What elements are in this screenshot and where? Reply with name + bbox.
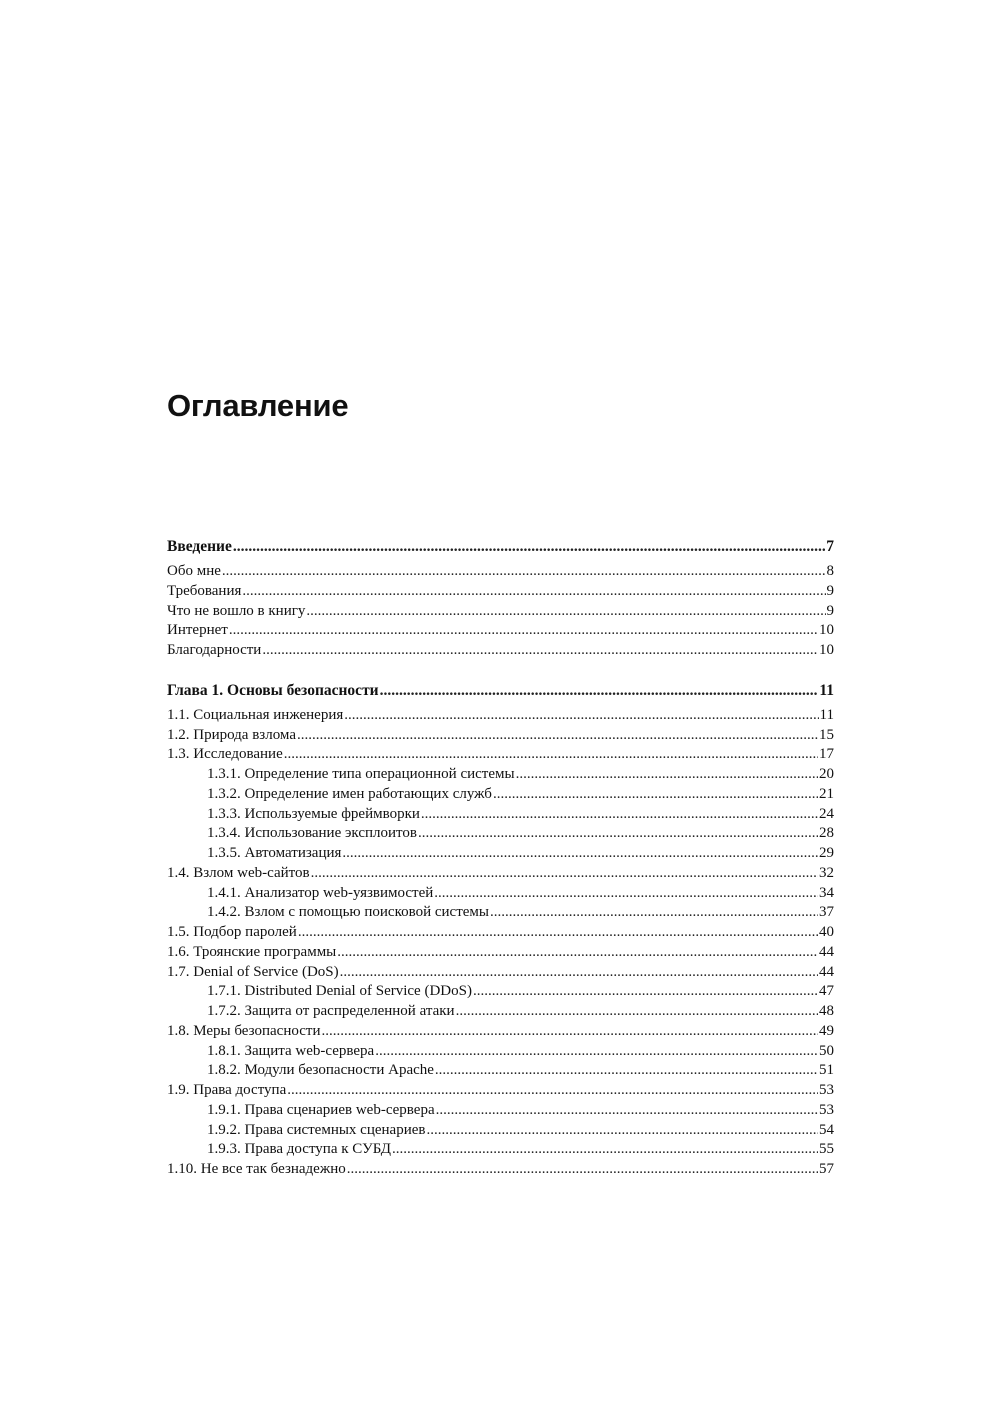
dot-leader [473, 982, 818, 1002]
toc-entry[interactable] [167, 1002, 834, 1022]
toc-entry-label: 1.7. Denial of Service (DoS) [167, 963, 339, 980]
toc-entry-label: 1.10. Не все так безнадежно [167, 1161, 346, 1177]
dot-leader [306, 602, 825, 622]
toc-page-number: 24 [819, 805, 834, 822]
toc-entry[interactable] [167, 582, 834, 602]
toc-entry-label: 1.8.2. Модули безопасности Apache [207, 1062, 434, 1079]
dot-leader [311, 864, 818, 884]
toc-entry[interactable] [167, 884, 834, 904]
toc-page-number: 47 [819, 983, 834, 1000]
toc-entry-label: 1.7.1. Distributed Denial of Service (DDoS) [207, 983, 472, 1000]
toc-entry-label: 1.3. Исследование [167, 746, 283, 763]
toc-entry-label: 1.9.1. Права сценариев web-сервера [207, 1101, 435, 1118]
page-title: Оглавление [167, 388, 349, 423]
toc-entry-label: 1.3.5. Автоматизация [207, 845, 342, 861]
toc-entry[interactable] [167, 824, 834, 844]
dot-leader [287, 1081, 818, 1101]
toc-section [167, 680, 834, 1180]
dot-leader [297, 726, 818, 746]
toc-page-number: 57 [819, 1161, 834, 1177]
toc-page-number: 50 [819, 1042, 834, 1059]
toc-entry-label: 1.4. Взлом web-сайтов [167, 864, 310, 881]
toc-entry-label: Глава 1. Основы безопасности [167, 681, 379, 699]
toc-entry[interactable] [167, 943, 834, 963]
toc-entry[interactable] [167, 1081, 834, 1101]
dot-leader [418, 824, 818, 844]
toc-entry-label: Что не вошло в книгу [167, 602, 306, 619]
toc-page-number: 9 [826, 582, 834, 599]
toc-entry[interactable] [167, 562, 834, 582]
toc-entry-label: 1.7.2. Защита от распределенной атаки [207, 1003, 455, 1019]
toc-page-number: 44 [819, 943, 834, 960]
dot-leader [516, 765, 818, 785]
toc-page-number: 28 [819, 825, 834, 842]
toc-entry-label: 1.8.1. Защита web-сервера [207, 1042, 375, 1059]
dot-leader [222, 562, 826, 582]
toc-page-number: 8 [826, 563, 834, 579]
toc-page-number: 40 [819, 924, 834, 940]
dot-leader [321, 1022, 818, 1042]
toc-entry-label: 1.3.2. Определение имен работающих служб [207, 785, 492, 802]
toc-entry-label: 1.6. Троянские программы [167, 943, 337, 960]
dot-leader [375, 1042, 818, 1062]
toc-entry-label: 1.9. Права доступа [167, 1082, 287, 1098]
dot-leader [347, 1160, 818, 1180]
dot-leader [434, 884, 818, 904]
toc-entry[interactable] [167, 1061, 834, 1081]
toc-entry[interactable] [167, 1042, 834, 1062]
dot-leader [340, 963, 818, 983]
toc-page-number: 49 [819, 1022, 834, 1039]
toc-entry-label: 1.4.2. Взлом с помощью поисковой системы [207, 904, 489, 921]
toc-page-number: 17 [819, 746, 834, 763]
toc-entry[interactable] [167, 745, 834, 765]
toc-page-number: 34 [819, 884, 834, 901]
toc-section-heading[interactable] [167, 680, 834, 706]
toc-page-number: 21 [819, 785, 834, 802]
toc-entry-label: 1.9.3. Права доступа к СУБД [207, 1141, 391, 1158]
toc-entry[interactable] [167, 785, 834, 805]
dot-leader [435, 1061, 818, 1081]
toc-entry[interactable] [167, 641, 834, 661]
toc-page-number: 20 [819, 766, 834, 782]
toc-page-number: 44 [819, 963, 834, 980]
toc-entry[interactable] [167, 1160, 834, 1180]
toc-entry-label: Введение [167, 538, 232, 555]
toc-page-number: 37 [819, 904, 834, 921]
dot-leader [229, 621, 818, 641]
toc-entry-label: Благодарности [167, 642, 262, 658]
toc-page-number: 55 [819, 1141, 834, 1158]
toc-page-number: 9 [826, 602, 834, 619]
toc-entry-label: 1.3.4. Использование эксплоитов [207, 825, 417, 842]
dot-leader [242, 582, 825, 602]
toc-page-number: 51 [819, 1062, 834, 1079]
dot-leader [421, 805, 818, 825]
toc-entry[interactable] [167, 903, 834, 923]
toc-entry-label: Интернет [167, 622, 228, 639]
toc-entry[interactable] [167, 1022, 834, 1042]
toc-entry[interactable] [167, 726, 834, 746]
dot-leader [490, 903, 818, 923]
toc-entry-label: 1.8. Меры безопасности [167, 1022, 321, 1039]
dot-leader [298, 923, 818, 943]
toc-entry[interactable] [167, 1140, 834, 1160]
toc-entry-label: 1.3.1. Определение типа операционной системы [207, 766, 515, 782]
toc-section [167, 536, 834, 661]
dot-leader [426, 1121, 818, 1141]
toc-entry[interactable] [167, 923, 834, 943]
dot-leader [456, 1002, 818, 1022]
toc-entry[interactable] [167, 982, 834, 1002]
dot-leader [233, 536, 825, 558]
toc-entry[interactable] [167, 864, 834, 884]
toc-entry-label: 1.9.2. Права системных сценариев [207, 1121, 426, 1138]
toc-page-number: 11 [819, 706, 834, 723]
dot-leader [493, 785, 818, 805]
toc-entry[interactable] [167, 706, 834, 726]
toc-entry[interactable] [167, 621, 834, 641]
toc-page-number: 53 [819, 1101, 834, 1118]
toc-entry-label: 1.1. Социальная инженерия [167, 706, 344, 723]
toc-page-number: 54 [819, 1121, 834, 1138]
toc-entry-label: 1.5. Подбор паролей [167, 924, 297, 940]
toc-page-number: 11 [819, 681, 834, 699]
toc-entry[interactable] [167, 844, 834, 864]
toc-entry[interactable] [167, 602, 834, 622]
toc-entry[interactable] [167, 1101, 834, 1121]
toc-page-number: 53 [819, 1082, 834, 1098]
toc-entry-label: Обо мне [167, 563, 221, 579]
toc-entry[interactable] [167, 805, 834, 825]
toc-entry[interactable] [167, 963, 834, 983]
dot-leader [392, 1140, 818, 1160]
toc-page-number: 7 [826, 538, 834, 555]
table-of-contents [167, 536, 834, 1180]
toc-entry[interactable] [167, 1121, 834, 1141]
toc-entry-label: Требования [167, 582, 242, 599]
dot-leader [344, 706, 818, 726]
dot-leader [337, 943, 818, 963]
dot-leader [342, 844, 818, 864]
dot-leader [284, 745, 818, 765]
toc-entry-label: 1.4.1. Анализатор web-уязвимостей [207, 884, 434, 901]
toc-section-heading[interactable] [167, 536, 834, 562]
toc-page-number: 15 [819, 726, 834, 743]
toc-entry[interactable] [167, 765, 834, 785]
toc-page-number: 10 [819, 642, 834, 658]
dot-leader [262, 641, 818, 661]
toc-page-number: 10 [819, 622, 834, 639]
dot-leader [380, 680, 819, 702]
toc-page-number: 29 [819, 845, 834, 861]
toc-page-number: 32 [819, 864, 834, 881]
toc-entry-label: 1.3.3. Используемые фреймворки [207, 805, 420, 822]
dot-leader [436, 1101, 818, 1121]
toc-page-number: 48 [819, 1003, 834, 1019]
toc-entry-label: 1.2. Природа взлома [167, 726, 296, 743]
